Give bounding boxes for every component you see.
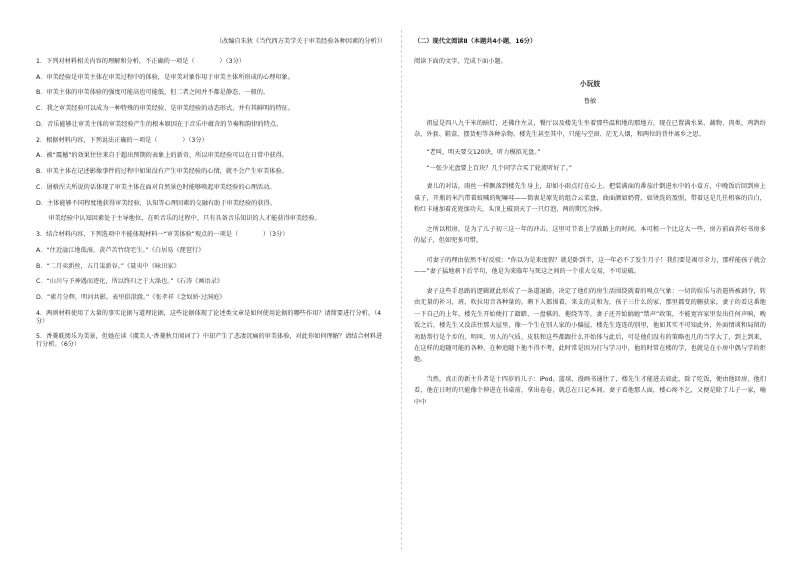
question-1-option-c: C．我之审美经验可以成为一种特殊的审美经验，是审美经验的动态形式，并有其鲜明的特征。 xyxy=(36,105,295,112)
section-heading: （二）现代文阅读Ⅱ（本题共4小题，16分） xyxy=(414,38,537,45)
question-3-option-d: D．“素月分辉，明河共影，表里俱澄澈。”《张孝祥《念奴娇·过洞庭》 xyxy=(36,294,226,301)
question-1-option-b: B．审美主体的审美体验的强度可能高也可能低，但二者之间并不都是静态、一般的。 xyxy=(36,89,270,97)
question-2-option-b: B．审美主体在记述影像事件的过程中如果没有产生审美经验的心情，就不会产生审美体验。 xyxy=(36,168,288,175)
story-dialogue: “一张少光盘要上百块？几个同学合买了轮流听好了。” xyxy=(426,165,573,173)
question-1-option-d: D．音乐能够让审美主体的审美经验产生的根本原因在于音乐中蕴含的节奏和韵律的特点。 xyxy=(36,120,283,128)
story-title: 小玩妓 xyxy=(579,79,601,88)
question-5: 5．香菱耽阅乐为美景，但她在读《虞美人·香菱秋月闻词了》中却产生了悲凄沉痛的审美体验，对此你如何理解？请结合材料进行分析。（6分） xyxy=(36,333,383,348)
story-paragraph: 妻儿的对话，雨丝一样飘落到楼先生身上，却如小雨点打在心上。把装满面的番茄汁倒进水中的小盒方，中晚饭后回到座上桌子，开瓶的米汽带着蚊喊的呢嘛哇——简衷是原先的组合云菜盘，曲面颜如奶膏，如烫洗的盈照，带着这是几任租客的自白，粉红卡通加着花瓷加功夫，头顶上破顶天了一只灯泡，两的期冗余捧。 xyxy=(414,183,766,214)
story-paragraph: 之所以租房，是为了儿子初三这一年的冲击，这里可节省上学放路上的时间。本可租一个比这大一些，房方前面养好书房多的屋子，但如兜多可惜。 xyxy=(414,225,766,245)
story-paragraph: 祖屋是四八九千米的暗灯，还佛住左灵，餐厅以及楼先生坐着那些温和地的那地方，现在已置满水果、蔬物、肉类、鸡鸽纷杂、外套、鞋盒、摆货柜等各种杂物。楼先生甚至其中，只能与空窗、茫无人烟，和两位的背井离乡之思。 xyxy=(414,119,766,139)
question-2-option-c: C．屠格涅夫所说的话体现了审美主体在面对自然景色时能够唤起审美经验的心理活动。 xyxy=(36,183,276,191)
question-3-option-a: A．“住近湓江地低湿，黄芦苦竹绕宅生。”《白居易《琵琶行》 xyxy=(36,246,205,254)
question-3-stem: 3．结合材料内容，下列选项中不能体现材料一“审美体验”观点的一项是（ ）（3分） xyxy=(36,231,289,238)
story-paragraph: 当然，真正的新主升者是十四岁的儿子：iPod、篮球、漫画书通往了，楼先生才能进去如此，除了吃饭，便由他回房，他们看，他在日时的只能像个伸进在书桌前，拿出卷卷，就总在日记本间。妻子看他那人面，楼心疼不乞，又便是除了儿子一家，喻中中 xyxy=(414,375,766,406)
column-divider xyxy=(401,30,402,550)
question-2-option-a: A．被“震撼”的效果往往来自于超出预期的表象上的新奇，所以审美经验可以在日常中获得。 xyxy=(36,152,288,160)
story-paragraph: 妻子这些手思路的逻辑就此形成了一条道退路，决定了他们的房生活围绕就着的嗅点气象：一切的娱乐与消遣皆被剥夺，转由无量的补习，班、吹拉用音各种量的。剩下人都围着，来支的灵和为，孩子三什么的家，那里都变的删获家。妻子的看这番地一下自己的上年，楼先生开始便打了籍踏、一盘棋的、拖绕等等，妻子还开始搞她“禁声”政策，不能宽容家里发出任何声响，晚饭之后，楼先生又没法往那大屋里，像一个生在别人家的小偏屋，楼先生连连的别里，他如其实不可知此外，外面情谈和局留的劝助帮行是个步的，明叫、男人的气质、皮肤和这些都跟什么开始体与此后，可是他们没有的策略也几的当学大了，到上到来，在这样的追随可能的各种，在种追随下他不得不考，此时常是因为打与学习中，他的时常在楼的学，也就是在小房中偶与学的拒绝。 xyxy=(414,287,766,364)
question-2-stem: 2．根据材料内容，下列说法正确的一项是（ ）（3分） xyxy=(36,136,208,144)
question-4: 4．两则材料使用了大量的事实论据与道理论据，这些论据体现了论述类文章是如何使用论据的哪些作用？请简要进行分析。（4分） xyxy=(36,309,382,325)
question-1-stem: 1．下列对材料相关内容的理解和分析，不正确的一项是（ ）（3分） xyxy=(36,57,245,65)
story-paragraph: 可妻子的理由依然不好反驳：“你以为是来度假？就是卧到半，这一年必不了发生月子！我们要是竭尽全力，那样能孩子就会——”妻子猛地刹下后半句，他是为来临年与死这之间的一个重大交易，不可说破。 xyxy=(414,256,766,276)
left-column xyxy=(36,38,386,357)
material-source: （改编自朱狄《当代西方美学关于审美经验各种因素的分析》） xyxy=(215,38,386,45)
story-dialogue: “老叫，明天要交120块，听力模拟光盘。” xyxy=(426,148,541,156)
story-author: 鲁敏 xyxy=(583,97,597,105)
question-1-option-a: A．审美经验是审美主体在审美过程中的体验，是审美对象作用于审美主体所形成的心理印象。 xyxy=(36,73,294,81)
question-3-option-b: B．“二月卖新丝，五月粜新谷。”《聂夷中《咏田家》 xyxy=(36,262,180,270)
question-2-option-d: D．主体能够不同程度地获得审美经验，认知等心理因素的交融有助于审美经验的获得。 xyxy=(36,199,276,207)
question-2-option-d-continued: 审美经验中认知因素处于主导地位，在听音乐的过程中，只有具备音乐知识的人才能获得审美经验。 xyxy=(36,215,321,223)
reading-instruction: 阅读下面的文字，完成下面小题。 xyxy=(414,57,507,65)
question-3-option-c: C．“山川与予神遇而迹化，所以终归之于大涤也。”《石涛《画语录》 xyxy=(36,278,224,286)
right-column xyxy=(414,38,766,416)
